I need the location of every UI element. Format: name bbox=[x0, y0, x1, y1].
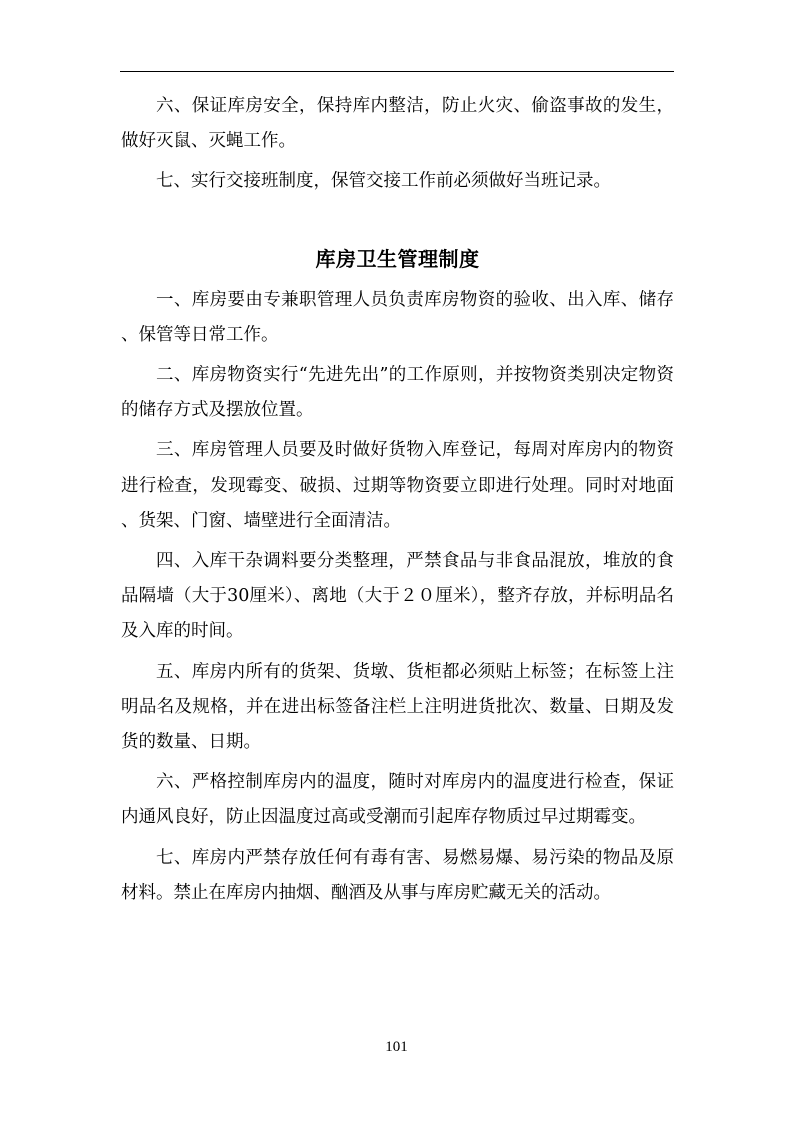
paragraph: 七、库房内严禁存放任何有毒有害、易燃易爆、易污染的物品及原材料。禁止在库房内抽烟、酗酒及从事与库房贮藏无关的活动。 bbox=[121, 847, 674, 903]
paragraph: 六、保证库房安全，保持库内整洁，防止火灾、偷盗事故的发生，做好灭鼠、灭蝇工作。 bbox=[121, 96, 674, 152]
header-rule bbox=[120, 71, 674, 72]
paragraph: 六、严格控制库房内的温度，随时对库房内的温度进行检查，保证内通风良好，防止因温度过高或受潮而引起库存物质过早过期霉变。 bbox=[121, 772, 674, 828]
paragraph: 四、入库干杂调料要分类整理，严禁食品与非食品混放，堆放的食品隔墙（大于30厘米）、离地（大于２０厘米），整齐存放，并标明品名及入库的时间。 bbox=[121, 551, 674, 642]
paragraph: 一、库房要由专兼职管理人员负责库房物资的验收、出入库、储存、保管等日常工作。 bbox=[121, 289, 674, 345]
section-title: 库房卫生管理制度 bbox=[315, 246, 480, 271]
paragraph: 三、库房管理人员要及时做好货物入库登记，每周对库房内的物资进行检查，发现霉变、破损、过期等物资要立即进行处理。同时对地面、货架、门窗、墙壁进行全面清洁。 bbox=[121, 440, 674, 531]
paragraph: 七、实行交接班制度，保管交接工作前必须做好当班记录。 bbox=[156, 171, 611, 192]
paragraph: 二、库房物资实行“先进先出”的工作原则，并按物资类别决定物资的储存方式及摆放位置。 bbox=[121, 365, 674, 421]
document-body bbox=[121, 89, 674, 911]
page-number: 101 bbox=[385, 1039, 408, 1055]
paragraph: 五、库房内所有的货架、货墩、货柜都必须贴上标签；在标签上注明品名及规格，并在进出标签备注栏上注明进货批次、数量、日期及发货的数量、日期。 bbox=[121, 661, 674, 753]
